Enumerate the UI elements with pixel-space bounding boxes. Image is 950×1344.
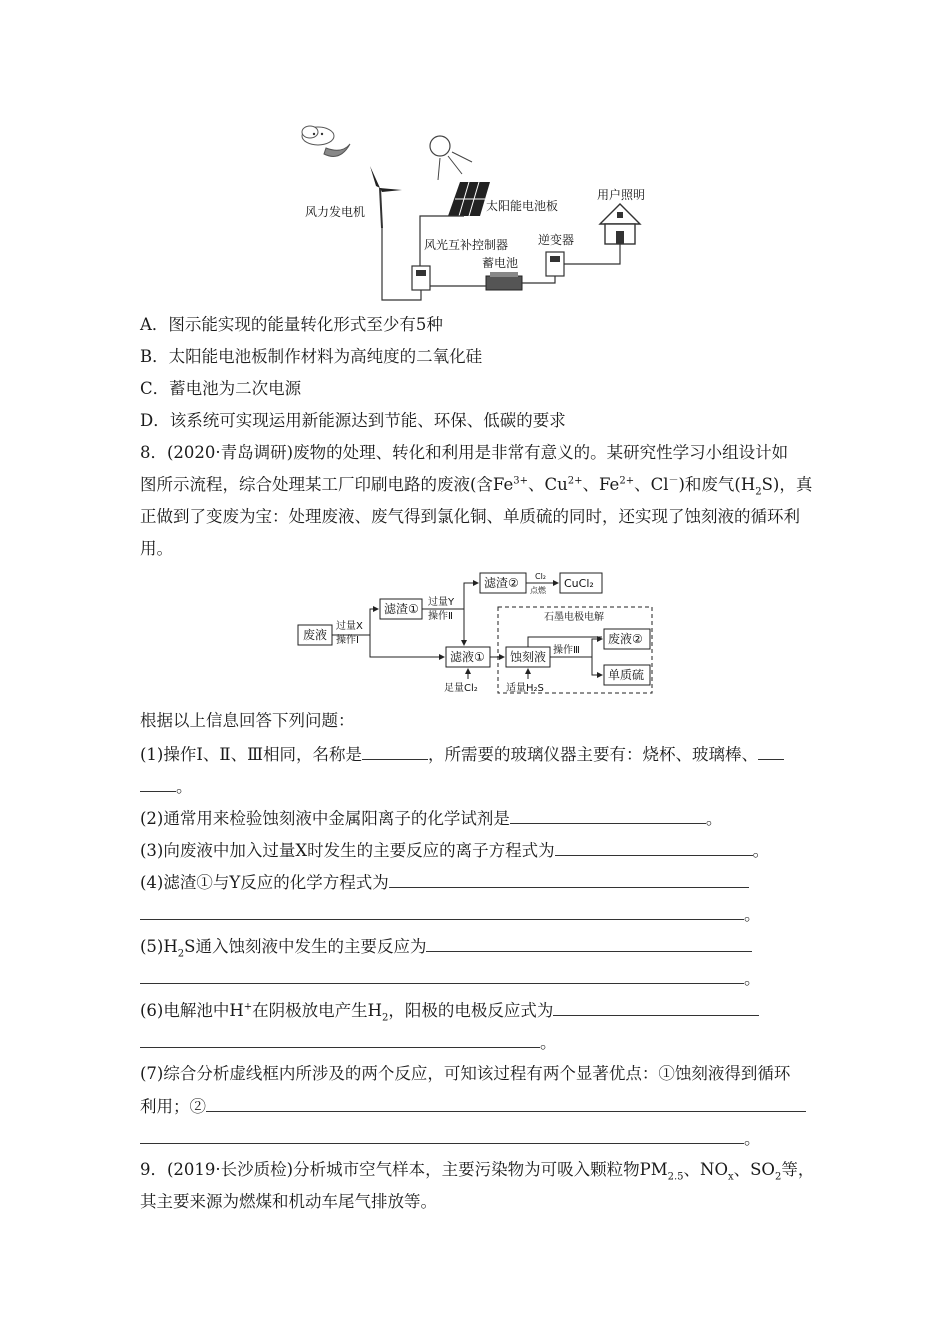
cloud-icon bbox=[302, 126, 350, 156]
wind-turbine-icon bbox=[364, 166, 402, 228]
q1-blank-3[interactable] bbox=[140, 775, 176, 792]
label-lvzha1: 滤渣① bbox=[384, 602, 419, 616]
label-shiliang-h2s: 适量H₂S bbox=[506, 683, 544, 694]
questions-intro: 根据以上信息回答下列问题： bbox=[140, 711, 355, 730]
battery-box bbox=[486, 276, 522, 290]
label-cucl2: CuCl₂ bbox=[564, 577, 594, 590]
q6-blank-2[interactable] bbox=[140, 1031, 540, 1048]
q5: $(5)H_2S$通入蚀刻液中发生的主要反应为 bbox=[140, 935, 752, 958]
q1-cont: 。 bbox=[140, 775, 193, 798]
label-feiye2: 废液② bbox=[608, 632, 643, 646]
battery-label: 蓄电池 bbox=[482, 256, 519, 270]
q6-cont: 。 bbox=[140, 1031, 557, 1054]
controller-label: 风光互补控制器 bbox=[424, 238, 509, 252]
q5-blank-2[interactable] bbox=[140, 967, 744, 984]
q2-blank[interactable] bbox=[510, 807, 706, 824]
q1-blank-1[interactable] bbox=[362, 743, 428, 760]
option-c: C．蓄电池为二次电源 bbox=[140, 379, 302, 398]
label-guoliang-y: 过量Y bbox=[428, 597, 455, 608]
label-feiye: 废液 bbox=[303, 628, 328, 642]
sun-icon bbox=[430, 136, 472, 180]
label-dianran: 点燃 bbox=[530, 586, 546, 595]
q3-blank[interactable] bbox=[555, 839, 753, 856]
house-icon bbox=[600, 204, 640, 244]
q6-blank-1[interactable] bbox=[553, 999, 759, 1016]
label-caozuo3: 操作Ⅲ bbox=[553, 645, 580, 656]
wind-label: 风力发电机 bbox=[305, 205, 366, 219]
label-zuliang-cl2: 足量Cl₂ bbox=[444, 683, 478, 694]
q8-line2: 图所示流程，综合处理某工厂印刷电路的废液(含$Fe^{3+}$、$Cu^{2+}$、$Fe^{2+}$、Cl－)和废气$(H_2S)$，真 bbox=[140, 475, 813, 498]
option-a: A．图示能实现的能量转化形式至少有5种 bbox=[140, 315, 443, 334]
option-d: D．该系统可实现运用新能源达到节能、环保、低碳的要求 bbox=[140, 411, 566, 430]
q7-line2: 利用；② bbox=[140, 1095, 806, 1118]
q4-blank-1[interactable] bbox=[389, 871, 749, 888]
q9-line1: 9．(2019·长沙质检)分析城市空气样本，主要污染物为可吸入颗粒物$PM_{2.5}$、$NO_x$、$SO_2$等， bbox=[140, 1160, 815, 1183]
q8-line3: 正做到了变废为宝：处理废液、废气得到氯化铜、单质硫的同时，还实现了蚀刻液的循环利 bbox=[140, 507, 800, 526]
q7-line1: (7)综合分析虚线框内所涉及的两个反应，可知该过程有两个显著优点：①蚀刻液得到循环 bbox=[140, 1064, 791, 1083]
q8-line4: 用。 bbox=[140, 539, 173, 558]
q3: (3)向废液中加入过量X时发生的主要反应的离子方程式为 。 bbox=[140, 841, 770, 860]
label-caozuo1: 操作Ⅰ bbox=[336, 635, 359, 646]
q7-line3: 。 bbox=[140, 1127, 761, 1150]
q5-cont: 。 bbox=[140, 967, 761, 990]
q6: (6)电解池中H+在阴极放电产生$H_2$，阳极的电极反应式为 bbox=[140, 999, 759, 1022]
energy-system-figure bbox=[290, 118, 690, 308]
q5-blank-1[interactable] bbox=[426, 935, 752, 952]
q1-blank-2[interactable] bbox=[758, 743, 784, 760]
label-lvye1: 滤液① bbox=[450, 650, 485, 664]
inverter-box bbox=[546, 252, 564, 276]
q9-line2: 其主要来源为燃煤和机动车尾气排放等。 bbox=[140, 1192, 437, 1211]
q2: (2)通常用来检验蚀刻液中金属阳离子的化学试剂是 。 bbox=[140, 809, 723, 828]
label-danzhi: 单质硫 bbox=[608, 668, 645, 682]
solar-panel-icon bbox=[448, 182, 490, 216]
q4: (4)滤渣①与Y反应的化学方程式为 bbox=[140, 871, 749, 894]
option-b: B．太阳能电池板制作材料为高纯度的二氧化硅 bbox=[140, 347, 483, 366]
label-lvzha2: 滤渣② bbox=[484, 576, 519, 590]
q8-line1: 8．(2020·青岛调研)废物的处理、转化和利用是非常有意义的。某研究性学习小组设计如 bbox=[140, 443, 789, 462]
q4-blank-2[interactable] bbox=[140, 903, 744, 920]
user-label: 用户照明 bbox=[597, 188, 646, 202]
label-shilian: 石墨电极电解 bbox=[544, 612, 604, 623]
inverter-label: 逆变器 bbox=[538, 233, 575, 247]
label-cl2: Cl₂ bbox=[535, 572, 547, 581]
q1: (1)操作Ⅰ、Ⅱ、Ⅲ相同，名称是 ，所需要的玻璃仪器主要有：烧杯、玻璃棒、 bbox=[140, 743, 784, 766]
controller-box bbox=[412, 266, 430, 290]
process-flowchart bbox=[296, 567, 656, 695]
q7-blank-1[interactable] bbox=[206, 1095, 806, 1112]
label-shike: 蚀刻液 bbox=[510, 650, 547, 664]
q7-blank-2[interactable] bbox=[140, 1127, 744, 1144]
q4-cont: 。 bbox=[140, 903, 761, 926]
solar-label: 太阳能电池板 bbox=[486, 199, 559, 213]
label-caozuo2: 操作Ⅱ bbox=[428, 611, 453, 622]
label-guoliang-x: 过量X bbox=[336, 621, 363, 632]
